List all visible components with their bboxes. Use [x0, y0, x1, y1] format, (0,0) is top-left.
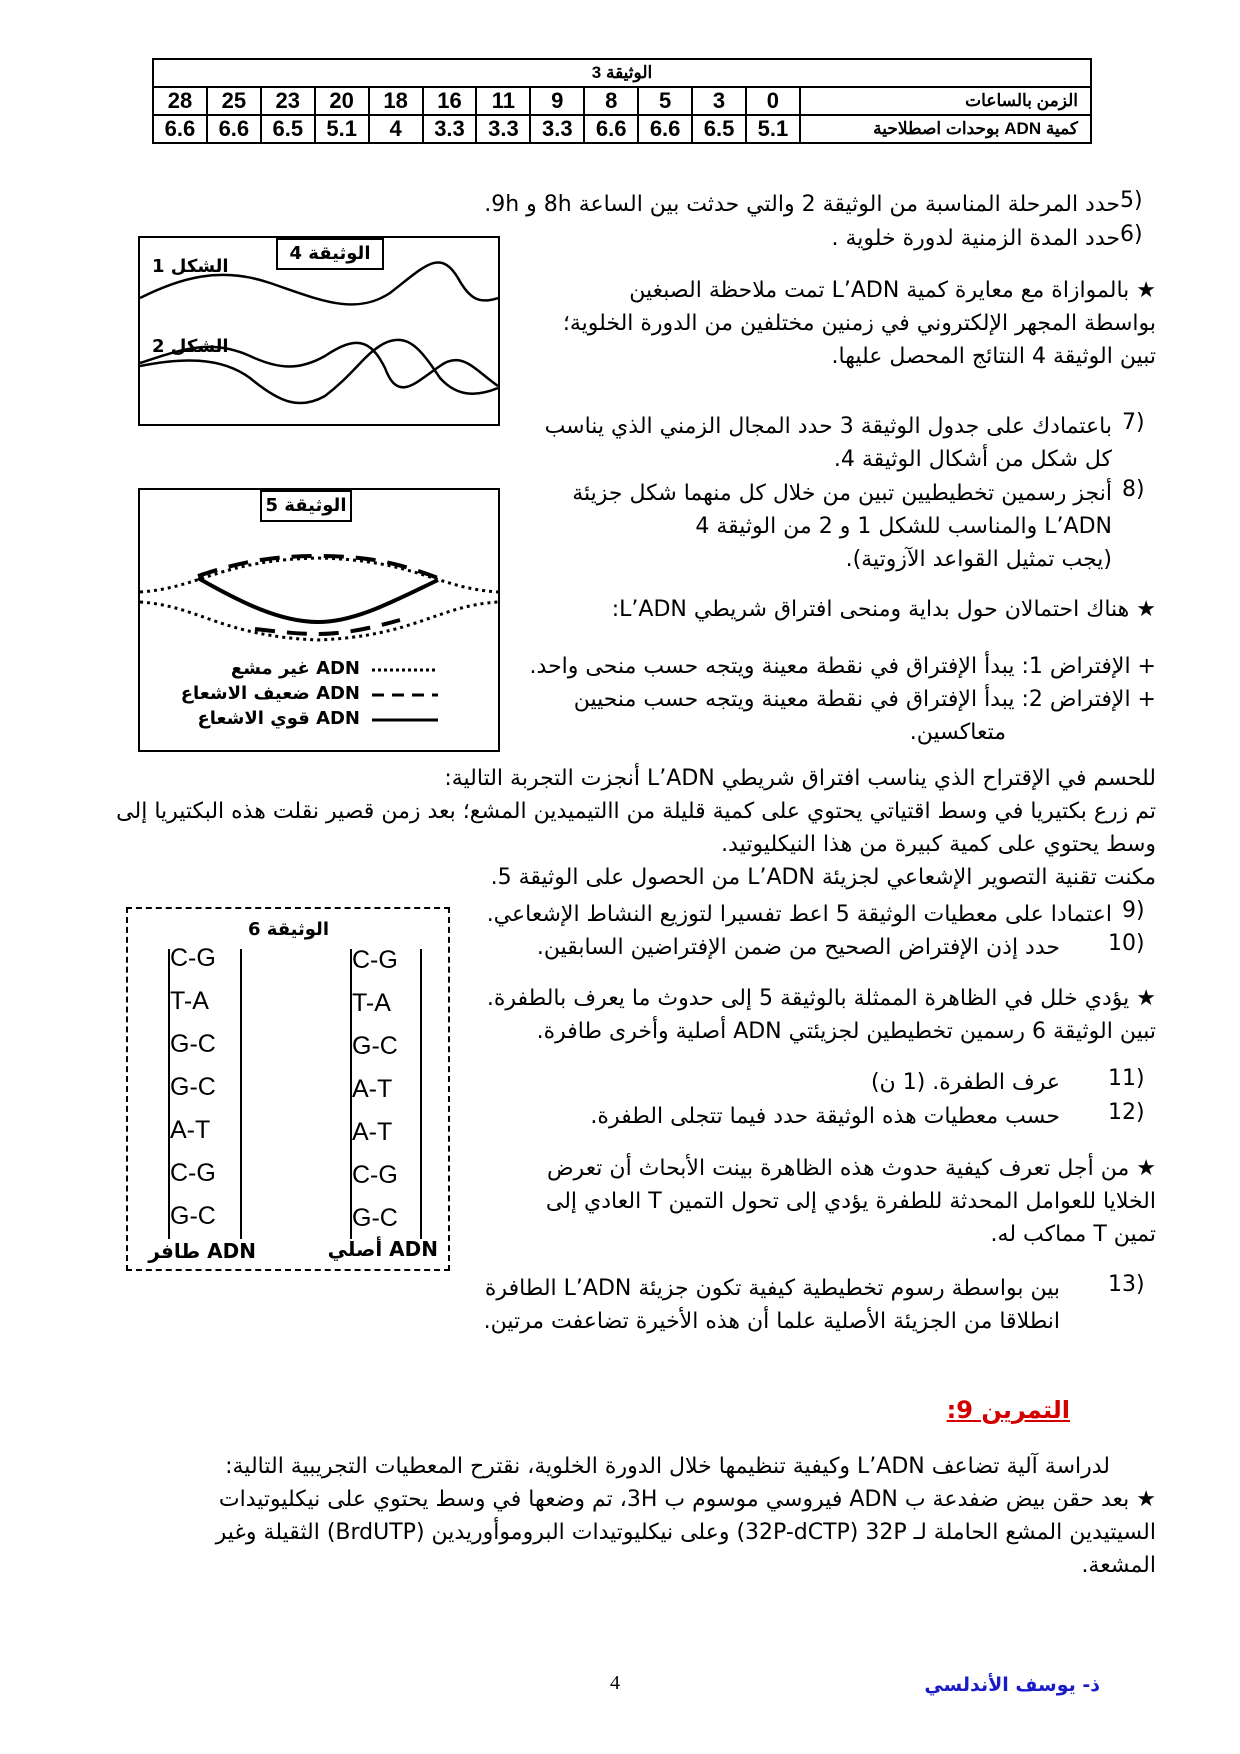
question-10: حدد إذن الإفتراض الصحيح من ضمن الإفتراضين السابقين.: [536, 935, 1060, 960]
paragraph-2: ★ هناك احتمالان حول بداية ومنحى افتراق شريطي L’ADN:: [611, 597, 1156, 622]
question-11: عرف الطفرة. (1 ن): [870, 1070, 1060, 1095]
question-5: [380, 188, 1120, 221]
question-13-line: انطلاقا من الجزيئة الأصلية علما أن هذه الأخيرة تضاعفت مرتين.: [483, 1309, 1060, 1334]
paragraph-4: [456, 982, 1156, 1048]
question-6-text: حدد المدة الزمنية لدورة خلوية .: [831, 226, 1120, 251]
paragraph-line: بواسطة المجهر الإلكتروني في زمنين مختلفين من الدورة الخلوية؛: [562, 311, 1156, 336]
weak-radioactive-top: [198, 556, 438, 578]
question-13-number: 13): [1108, 1272, 1145, 1297]
doc3-time-label: الزمن بالساعات: [800, 87, 1091, 115]
paragraph-3: [96, 762, 1156, 894]
base-pair: G-C: [170, 1202, 216, 1230]
base-pair: C-G: [352, 946, 398, 974]
table-cell: 3.3: [476, 115, 530, 143]
original-dna-label: ADN أصلي: [327, 1237, 438, 1261]
table-cell: 28: [153, 87, 207, 115]
doc3-table: [152, 58, 1092, 144]
question-8-line: (يجب تمثيل القواعد الآزوتية).: [845, 547, 1112, 572]
non-radioactive-strand-top: [140, 558, 498, 592]
question-12: حسب معطيات هذه الوثيقة حدد فيما تتجلى الطفرة.: [590, 1104, 1060, 1129]
legend-non-radioactive: ADN غير مشع: [230, 658, 360, 679]
question-8-line: L’ADN والمناسب للشكل 1 و 2 من الوثيقة 4: [695, 514, 1112, 539]
base-pair: A-T: [352, 1118, 393, 1146]
paragraph-1: [520, 274, 1156, 373]
base-pair: A-T: [352, 1075, 393, 1103]
paragraph-line: وسط يحتوي على كمية كبيرة من هذا النيكليوتيد.: [721, 832, 1156, 857]
exercise-9-paragraph: [150, 1483, 1156, 1582]
question-11-number: 11): [1108, 1066, 1145, 1091]
original-dna-pairs: [352, 939, 398, 1240]
doc3-dna-label: كمية ADN بوحدات اصطلاحية: [800, 115, 1091, 143]
table-cell: 3: [692, 87, 746, 115]
legend-weak-radioactive: ADN ضعيف الاشعاع: [180, 683, 360, 704]
table-cell: 25: [207, 87, 261, 115]
table-cell: 4: [369, 115, 423, 143]
mutant-dna-pairs: [170, 937, 216, 1238]
question-8-number: 8): [1122, 477, 1145, 502]
hypothesis-2-line: + الإفتراض 2: يبدأ الإفتراق في نقطة معينة ويتجه حسب منحيين: [573, 687, 1156, 712]
hypothesis-1: + الإفتراض 1: يبدأ الإفتراق في نقطة معينة ويتجه حسب منحى واحد.: [529, 654, 1156, 679]
table-cell: 8: [584, 87, 638, 115]
table-cell: 9: [530, 87, 584, 115]
table-cell: 11: [476, 87, 530, 115]
question-6-number: 6): [1120, 222, 1143, 247]
question-13: [456, 1272, 1060, 1338]
base-pair: C-G: [170, 1159, 216, 1187]
paragraph-line: تبين الوثيقة 6 رسمين تخطيطين لجزيئتي ADN أصلية وأخرى طافرة.: [536, 1019, 1156, 1044]
question-7: [520, 410, 1112, 476]
paragraph-line: تبين الوثيقة 4 النتائج المحصل عليها.: [831, 344, 1156, 369]
table-cell: 20: [315, 87, 369, 115]
base-pair: C-G: [170, 944, 216, 972]
table-cell: 3.3: [530, 115, 584, 143]
doc6-figure: [126, 907, 450, 1271]
question-12-number: 12): [1108, 1100, 1145, 1125]
mutant-backbone-right: [240, 949, 242, 1239]
exercise-9-intro: لدراسة آلية تضاعف L’ADN وكيفية تنظيمها خلال الدورة الخلوية، نقترح المعطيات التجريبية التالية:: [225, 1454, 1110, 1479]
original-backbone-right: [420, 949, 422, 1239]
base-pair: G-C: [352, 1032, 398, 1060]
paragraph-5: [470, 1152, 1156, 1251]
question-7-number: 7): [1122, 410, 1145, 435]
shape-1-label: الشكل 1: [152, 256, 229, 277]
doc3-time-row: [153, 87, 1091, 115]
base-pair: G-C: [170, 1073, 216, 1101]
author-name: ذ- يوسف الأندلسي: [924, 1674, 1100, 1696]
base-pair: C-G: [352, 1161, 398, 1189]
table-cell: 6.6: [207, 115, 261, 143]
paragraph-line: ★ بالموازاة مع معايرة كمية L’ADN تمت ملاحظة الصبغين: [629, 278, 1156, 303]
doc3-dna-row: [153, 115, 1091, 143]
question-13-line: بين بواسطة رسوم تخطيطية كيفية تكون جزيئة L’ADN الطافرة: [484, 1276, 1060, 1301]
question-5-number: 5): [1120, 188, 1143, 213]
hypothesis-2: [520, 683, 1156, 749]
paragraph-line: ★ من أجل تعرف كيفية حدوث هذه الظاهرة بينت الأبحاث أن تعرض: [546, 1156, 1156, 1181]
question-9: اعتمادا على معطيات الوثيقة 5 اعط تفسيرا لتوزيع النشاط الإشعاعي.: [486, 902, 1112, 927]
table-cell: 18: [369, 87, 423, 115]
table-cell: 6.6: [584, 115, 638, 143]
question-7-line: باعتمادك على جدول الوثيقة 3 حدد المجال الزمني الذي يناسب: [544, 414, 1112, 439]
table-cell: 5.1: [746, 115, 800, 143]
doc4-figure: [138, 236, 500, 426]
hypothesis-2-line: متعاكسين.: [909, 720, 1006, 745]
doc3-title: الوثيقة 3: [153, 59, 1091, 87]
table-cell: 5: [638, 87, 692, 115]
question-10-number: 10): [1108, 931, 1145, 956]
paragraph-line: الخلايا للعوامل المحدثة للطفرة يؤدي إلى تحول التمين T العادي إلى: [545, 1189, 1156, 1214]
base-pair: G-C: [170, 1030, 216, 1058]
shape-2-label: الشكل 2: [152, 336, 229, 357]
base-pair: T-A: [170, 987, 209, 1015]
paragraph-line: تمين T مماكب له.: [990, 1222, 1156, 1247]
question-5-text: حدد المرحلة المناسبة من الوثيقة 2 والتي حدثت بين الساعة 8h و 9h.: [484, 192, 1120, 217]
question-7-line: كل شكل من أشكال الوثيقة 4.: [833, 447, 1112, 472]
table-cell: 6.6: [153, 115, 207, 143]
question-6: [530, 222, 1120, 255]
paragraph-line: ★ بعد حقن بيض ضفدعة ب ADN فيروسي موسوم ب 3H، تم وضعها في وسط يحتوي على نيكليوتيدات: [218, 1487, 1156, 1512]
table-cell: 16: [423, 87, 477, 115]
paragraph-line: المشعة.: [1081, 1553, 1156, 1578]
paragraph-line: ★ يؤدي خلل في الظاهرة الممثلة بالوثيقة 5 إلى حدوث ما يعرف بالطفرة.: [486, 986, 1156, 1011]
strong-radioactive-bottom: [198, 578, 438, 622]
table-cell: 0: [746, 87, 800, 115]
question-8-line: أنجز رسمين تخطيطيين تبين من خلال كل منهما شكل جزيئة: [572, 481, 1112, 506]
doc5-title: الوثيقة 5: [260, 490, 352, 522]
legend-strong-radioactive: ADN قوي الاشعاع: [197, 708, 360, 729]
paragraph-line: تم زرع بكتيريا في وسط اقتياتي يحتوي على كمية قليلة من االتيميدين المشع؛ بعد زمن قصير نقلت هذه البكتيريا إلى: [116, 799, 1156, 824]
table-cell: 6.5: [692, 115, 746, 143]
paragraph-line: السيتيدين المشع الحاملة لـ 32P ‏(32P-dCTP) وعلى نيكليوتيدات البروموأوريدين (BrdUTP) الثقيلة وغير: [215, 1520, 1156, 1545]
exercise-9-title: التمرين 9:: [946, 1396, 1070, 1424]
paragraph-line: للحسم في الإقتراح الذي يناسب افتراق شريطي L’ADN أنجزت التجربة التالية:: [444, 766, 1156, 791]
question-9-number: 9): [1122, 898, 1145, 923]
paragraph-line: مكنت تقنية التصوير الإشعاعي لجزيئة L’ADN من الحصول على الوثيقة 5.: [490, 865, 1156, 890]
doc4-title: الوثيقة 4: [276, 238, 384, 270]
doc6-title: الوثيقة 6: [248, 919, 329, 940]
table-cell: 6.5: [261, 115, 315, 143]
page-number: 4: [610, 1672, 620, 1694]
table-cell: 5.1: [315, 115, 369, 143]
doc5-figure: [138, 488, 500, 752]
question-8: [520, 477, 1112, 576]
base-pair: A-T: [170, 1116, 211, 1144]
mutant-dna-label: ADN طافر: [148, 1239, 256, 1263]
table-cell: 23: [261, 87, 315, 115]
base-pair: G-C: [352, 1204, 398, 1232]
table-cell: 6.6: [638, 115, 692, 143]
base-pair: T-A: [352, 989, 391, 1017]
table-cell: 3.3: [423, 115, 477, 143]
